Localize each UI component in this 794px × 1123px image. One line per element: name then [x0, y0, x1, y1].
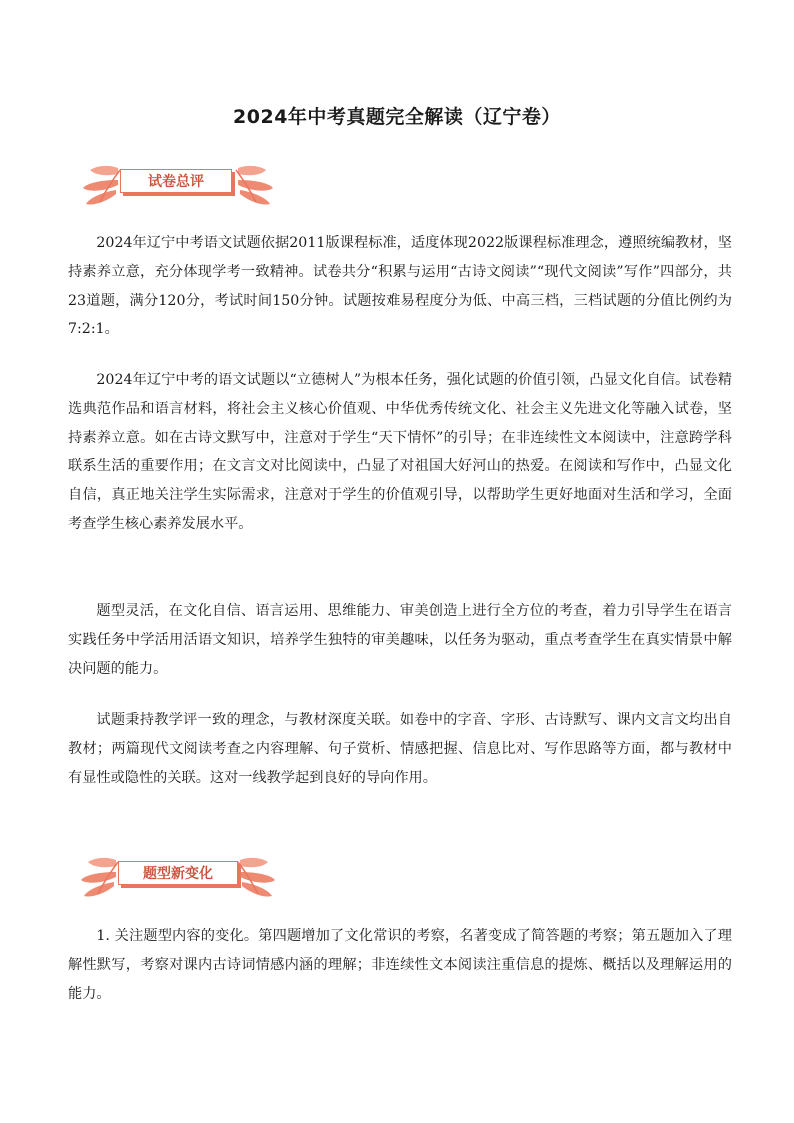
paragraph: 1. 关注题型内容的变化。第四题增加了文化常识的考察，名著变成了简答题的考察；第五题加入了理解性默写，考察对课内古诗词情感内涵的理解；非连续性文本阅读注重信息的提炼、概括以及理解运用的能力。 [68, 928, 732, 1002]
section-header-new-question-types [76, 852, 276, 902]
section-label: 题型新变化 [118, 861, 238, 885]
paragraph: 2024年辽宁中考的语文试题以“立德树人”为根本任务，强化试题的价值引领，凸显文化自信。试卷精选典范作品和语言材料，将社会主义核心价值观、中华优秀传统文化、社会主义先进文化等融入试卷，坚持素养立意。如在古诗文默写中，注意对于学生“天下情怀”的引导；在非连续性文本阅读中，注意跨学科联系生活的重要作用；在文言文对比阅读中，凸显了对祖国大好河山的热爱。在阅读和写作中，凸显文化自信，真正地关注学生实际需求，注意对于学生的价值观引导，以帮助学生更好地面对生活和学习，全面考查学生核心素养发展水平。 [68, 372, 732, 532]
section-header-overall-review [78, 160, 278, 210]
page-title: 2024年中考真题完全解读（辽宁卷） [233, 106, 561, 128]
section-label: 试卷总评 [120, 169, 232, 193]
paragraph: 题型灵活，在文化自信、语言运用、思维能力、审美创造上进行全方位的考查，着力引导学生在语言实践任务中学活用活语文知识，培养学生独特的审美趣味，以任务为驱动，重点考查学生在真实情景中解决问题的能力。 [68, 603, 732, 677]
paragraph: 试题秉持教学评一致的理念，与教材深度关联。如卷中的字音、字形、古诗默写、课内文言文均出自教材；两篇现代文阅读考查之内容理解、句子赏析、情感把握、信息比对、写作思路等方面，都与教材中有显性或隐性的关联。这对一线教学起到良好的导向作用。 [68, 712, 732, 786]
paragraph: 2024年辽宁中考语文试题依据2011版课程标准，适度体现2022版课程标准理念，遵照统编教材，坚持素养立意，充分体现学考一致精神。试卷共分“积累与运用“古诗文阅读”“现代文阅读”写作”四部分，共23道题，满分120分，考试时间150分钟。试题按难易程度分为低、中高三档，三档试题的分值比例约为7:2:1。 [68, 235, 732, 338]
